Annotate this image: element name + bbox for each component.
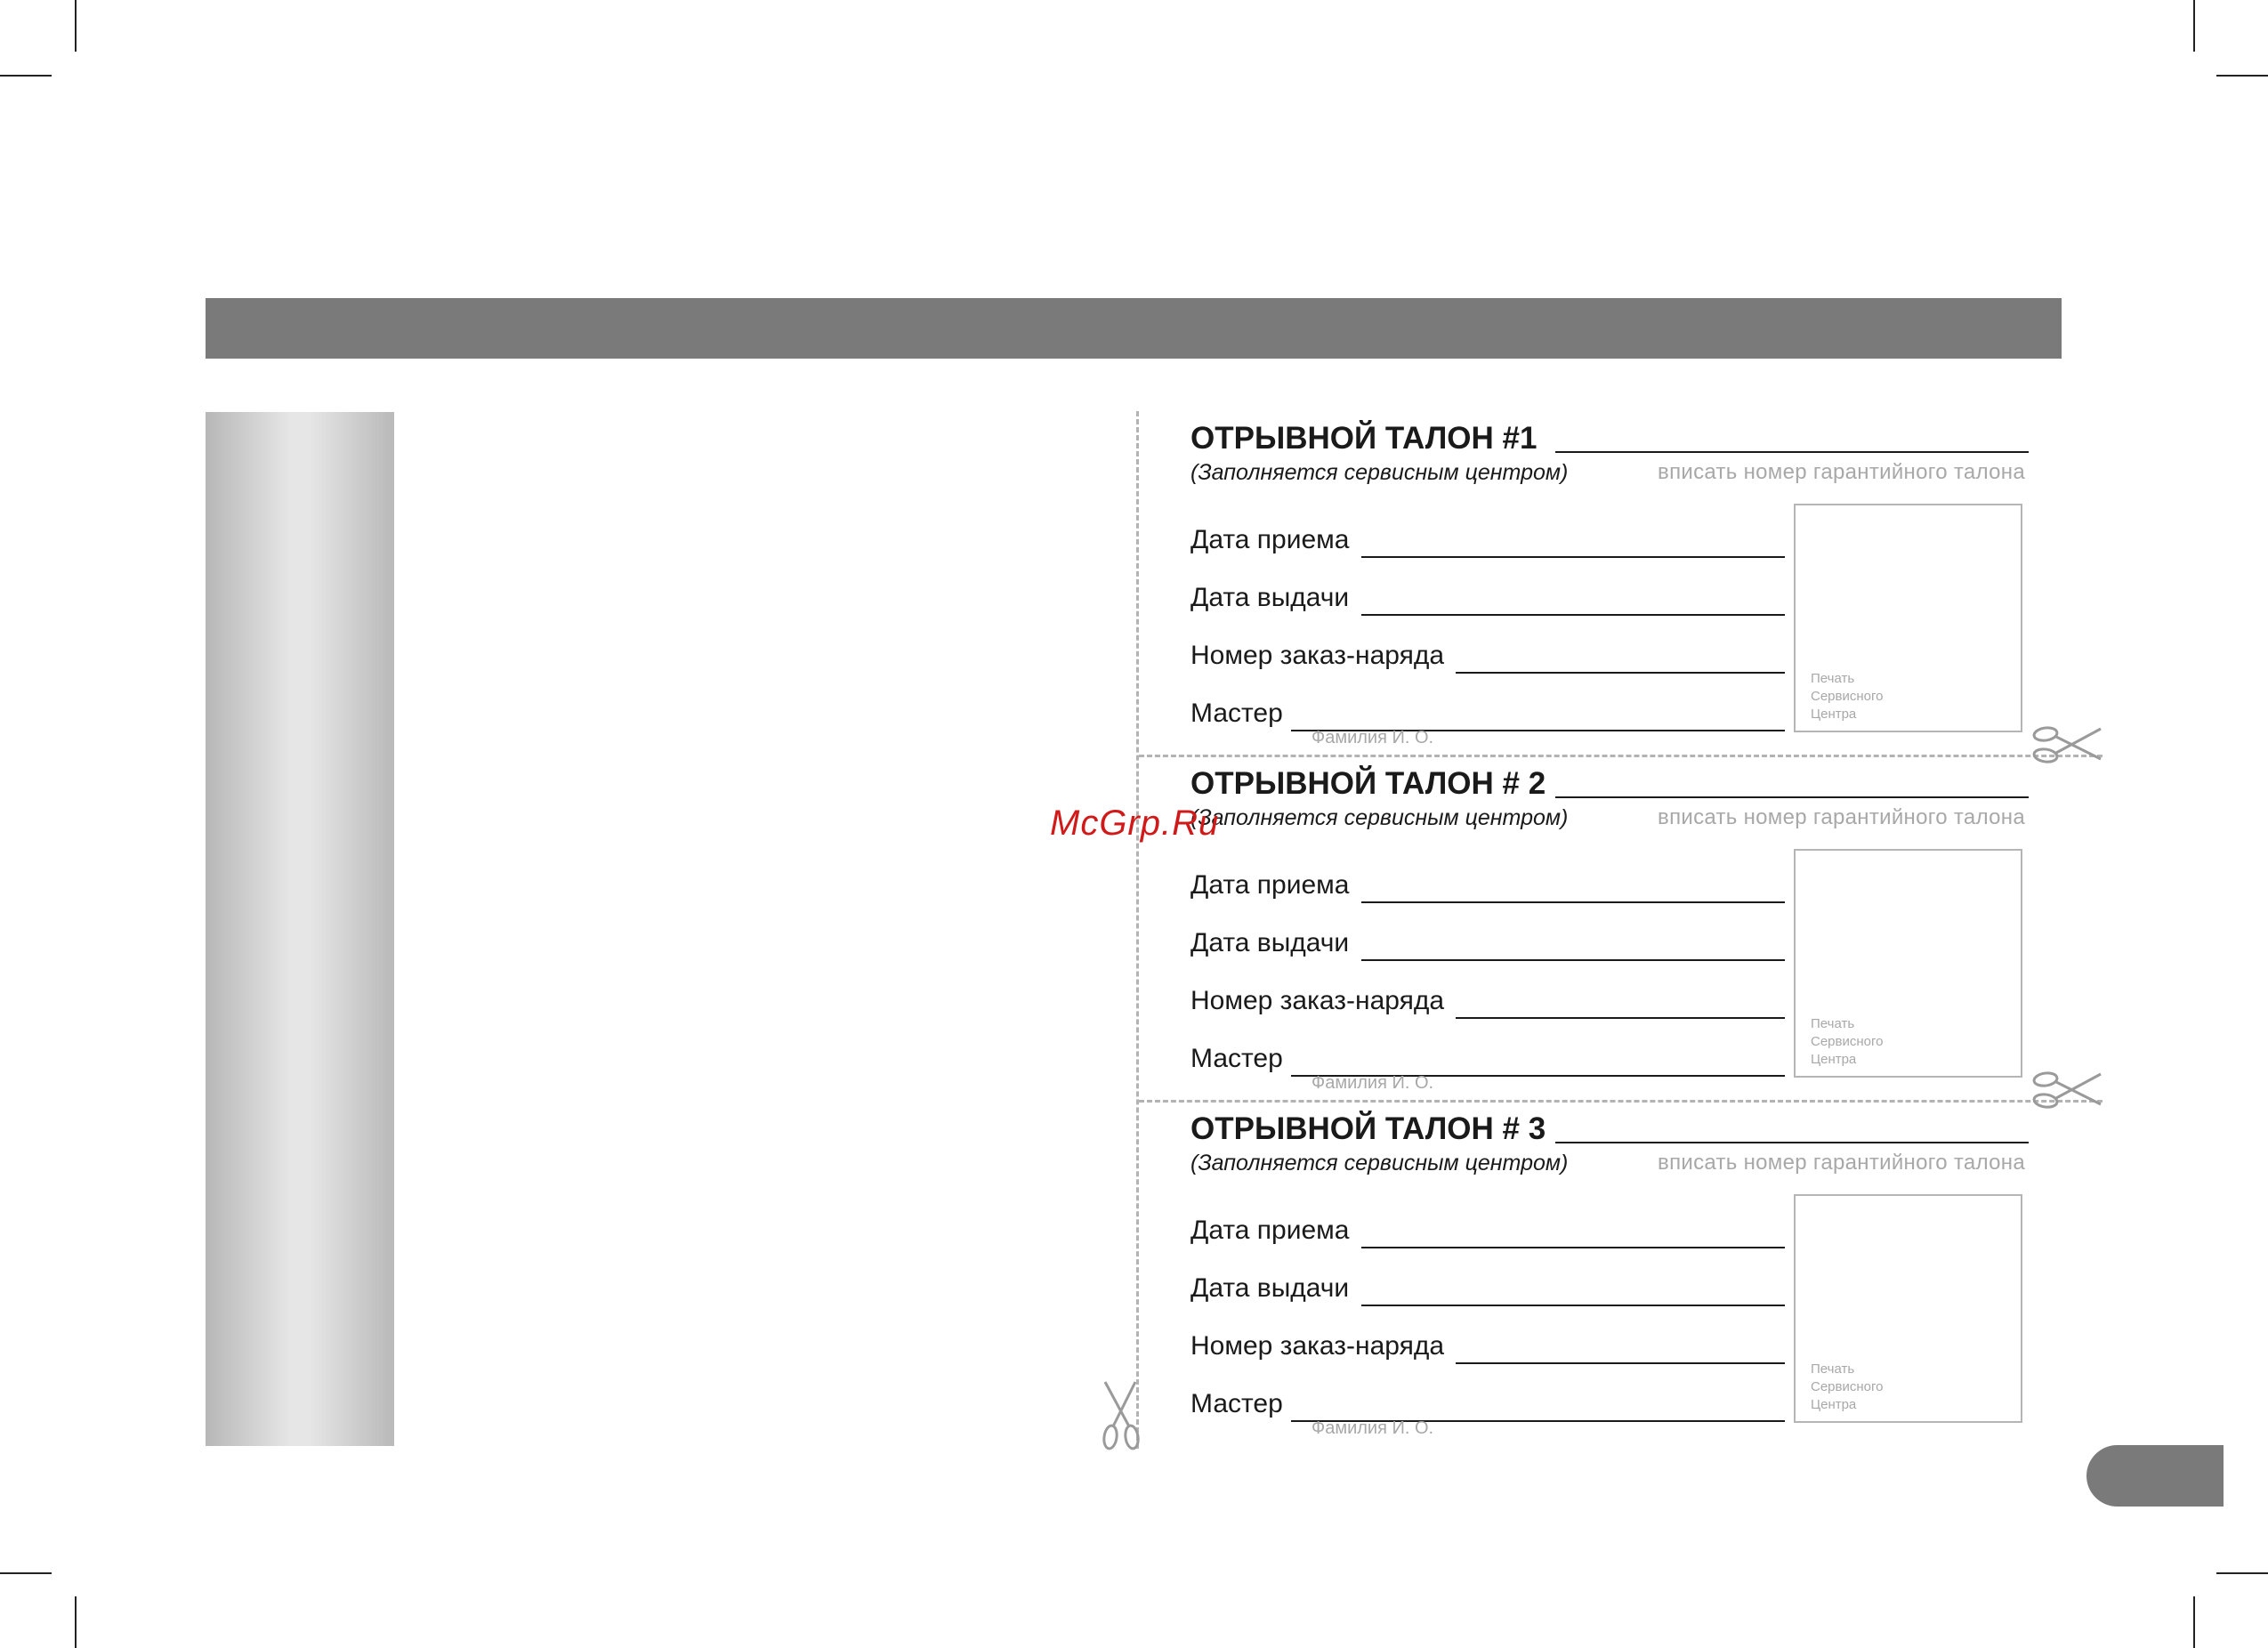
crop-mark [2216,75,2268,77]
field-label: Дата выдачи [1190,928,1350,957]
coupon-subtitle: (Заполняется сервисным центром) [1190,460,1569,485]
crop-mark [2193,0,2195,52]
field-master[interactable] [1190,1044,1785,1079]
field-line[interactable] [1361,614,1785,616]
field-label: Номер заказ-наряда [1190,641,1445,670]
field-label: Мастер [1190,699,1283,728]
coupon-subtitle: (Заполняется сервисным центром) [1190,805,1569,830]
field-issue-date[interactable] [1190,583,1785,618]
crop-mark [0,1572,52,1574]
crop-mark [0,75,52,77]
crop-mark [2193,1596,2195,1648]
side-gradient-panel [206,412,394,1446]
stamp-box [1794,1194,2022,1423]
scissors-icon [1096,1377,1144,1451]
coupon-subtitle: (Заполняется сервисным центром) [1190,1151,1569,1175]
field-label: Дата выдачи [1190,583,1350,612]
stamp-box [1794,849,2022,1078]
field-line[interactable] [1361,1247,1785,1248]
warranty-number-hint: вписать номер гарантийного талона [1658,805,2025,829]
crop-mark [75,0,77,52]
field-line[interactable] [1456,1362,1785,1364]
header-bar [206,298,2062,359]
coupon-title-row [1190,421,2032,460]
field-issue-date[interactable] [1190,928,1785,964]
field-label: Мастер [1190,1044,1283,1073]
field-receive-date[interactable] [1190,1216,1785,1251]
coupon-3 [1190,1111,2036,1438]
warranty-number-line[interactable] [1555,1142,2029,1143]
field-label: Номер заказ-наряда [1190,1331,1445,1361]
fio-hint: Фамилия И. О. [1312,728,1434,747]
field-line[interactable] [1361,556,1785,558]
field-master[interactable] [1190,1389,1785,1425]
warranty-number-hint: вписать номер гарантийного талона [1658,1151,2025,1175]
fio-hint: Фамилия И. О. [1312,1073,1434,1093]
field-master[interactable] [1190,699,1785,734]
coupon-title: ОТРЫВНОЙ ТАЛОН # 2 [1190,766,1546,801]
field-label: Мастер [1190,1389,1283,1418]
warranty-number-hint: вписать номер гарантийного талона [1658,460,2025,484]
scissors-icon [2031,1065,2106,1113]
crop-mark [75,1596,77,1648]
field-order-number[interactable] [1190,986,1785,1022]
coupon-1 [1190,421,2036,747]
field-receive-date[interactable] [1190,870,1785,906]
watermark: McGrp.Ru [1050,804,1220,843]
coupon-2 [1190,766,2036,1093]
field-order-number[interactable] [1190,641,1785,676]
stamp-label: Печать Сервисного Центра [1811,1361,1884,1412]
stamp-box [1794,504,2022,732]
coupon-title-row [1190,1111,2032,1151]
field-issue-date[interactable] [1190,1273,1785,1309]
field-label: Номер заказ-наряда [1190,986,1445,1015]
field-receive-date[interactable] [1190,525,1785,561]
scissors-icon [2031,720,2106,768]
horizontal-cut-line [1139,1100,2103,1103]
field-label: Дата приема [1190,525,1350,554]
field-line[interactable] [1456,672,1785,674]
field-label: Дата приема [1190,870,1350,900]
coupon-title: ОТРЫВНОЙ ТАЛОН #1 [1190,421,1538,456]
stamp-label: Печать Сервисного Центра [1811,1016,1884,1067]
page-number-tab [2086,1445,2224,1507]
field-line[interactable] [1361,901,1785,903]
horizontal-cut-line [1139,755,2103,757]
field-line[interactable] [1361,1305,1785,1306]
field-label: Дата выдачи [1190,1273,1350,1303]
vertical-cut-line [1136,411,1139,1449]
coupon-title-row [1190,766,2032,805]
crop-mark [2216,1572,2268,1574]
field-order-number[interactable] [1190,1331,1785,1367]
fio-hint: Фамилия И. О. [1312,1418,1434,1438]
coupon-title: ОТРЫВНОЙ ТАЛОН # 3 [1190,1111,1546,1146]
field-line[interactable] [1456,1017,1785,1019]
field-line[interactable] [1361,959,1785,961]
warranty-number-line[interactable] [1555,451,2029,453]
stamp-label: Печать Сервисного Центра [1811,671,1884,722]
warranty-number-line[interactable] [1555,796,2029,798]
field-label: Дата приема [1190,1216,1350,1245]
